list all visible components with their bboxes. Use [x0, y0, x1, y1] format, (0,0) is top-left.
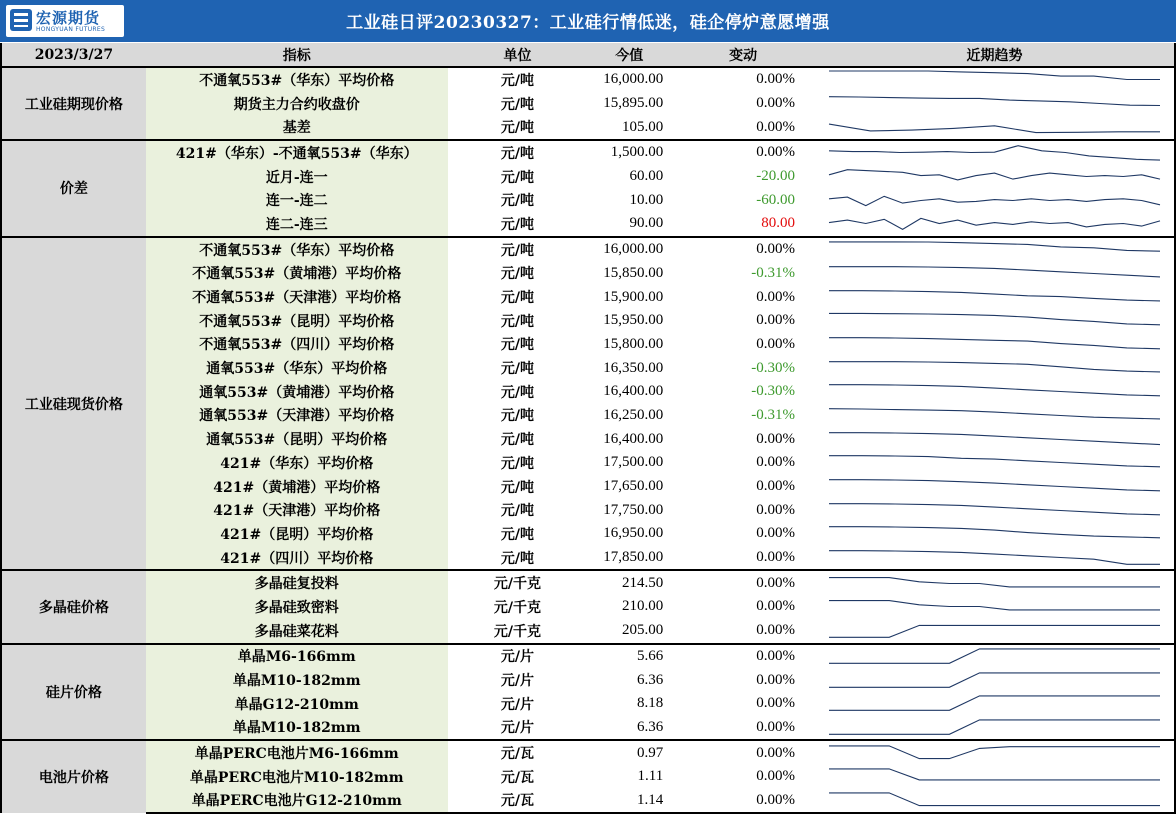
trend-line: [829, 793, 1160, 806]
trend-sparkline: [815, 333, 1174, 356]
trend-sparkline: [815, 189, 1174, 212]
unit-cell: 元/片: [500, 673, 535, 690]
trend-sparkline: [815, 262, 1174, 285]
trend-sparkline: [815, 212, 1174, 235]
unit-cell: 元/吨: [500, 384, 535, 401]
value-cell: 90.00: [629, 215, 664, 232]
trend-sparkline: [815, 619, 1174, 642]
value-cell: 16,350.00: [603, 359, 664, 376]
indicator-cell: 通氧553#（昆明）平均价格: [146, 427, 448, 451]
value-cell: 16,950.00: [603, 525, 664, 542]
value-cell: 16,000.00: [587, 67, 671, 92]
change-cell: -0.31%: [751, 406, 795, 423]
trend-line: [829, 432, 1160, 444]
unit-cell: 元/吨: [448, 67, 588, 92]
value-cell: 15,950.00: [603, 312, 664, 329]
trend-sparkline: [815, 68, 1174, 91]
trend-line: [829, 551, 1160, 565]
value-cell: 15,895.00: [603, 95, 664, 112]
trend-sparkline: [815, 380, 1174, 403]
table-row: [1, 789, 1175, 814]
trend-cell: [815, 309, 1175, 333]
change-cell: 0.00%: [756, 312, 795, 329]
trend-line: [829, 480, 1160, 491]
trend-cell: [815, 498, 1175, 522]
trend-cell: [815, 380, 1175, 404]
trend-line: [829, 170, 1160, 180]
table-row: [1, 333, 1175, 357]
trend-cell: [815, 522, 1175, 546]
trend-sparkline: [815, 499, 1174, 522]
value-cell: 16,000.00: [587, 237, 671, 262]
change-cell: 0.00%: [756, 288, 795, 305]
table-row: [1, 546, 1175, 571]
trend-line: [829, 720, 1160, 734]
table-row: [1, 380, 1175, 404]
trend-cell: [815, 188, 1175, 212]
trend-line: [829, 601, 1160, 610]
value-cell: 15,800.00: [603, 335, 664, 352]
value-cell: 17,500.00: [603, 454, 664, 471]
trend-cell: [815, 668, 1175, 692]
table-row: [1, 237, 1175, 262]
trend-line: [829, 456, 1160, 467]
value-cell: 15,900.00: [603, 288, 664, 305]
section-label: 工业硅期现价格: [1, 67, 146, 140]
value-cell: 17,850.00: [603, 549, 664, 566]
table-body: [1, 67, 1175, 813]
value-cell: 16,250.00: [603, 406, 664, 423]
indicator-cell: 单晶M10-182mm: [146, 716, 448, 741]
trend-line: [829, 361, 1160, 371]
change-cell: -20.00: [756, 168, 795, 185]
trend-line: [829, 219, 1160, 230]
indicator-cell: 连一-连二: [146, 188, 448, 212]
trend-line: [829, 290, 1160, 300]
trend-line: [829, 338, 1160, 349]
unit-cell: 元/吨: [500, 290, 535, 307]
indicator-cell: 421#（天津港）平均价格: [146, 498, 448, 522]
trend-line: [829, 626, 1160, 638]
trend-sparkline: [815, 789, 1174, 812]
unit-cell: 元/片: [448, 644, 588, 669]
unit-cell: 元/瓦: [448, 740, 588, 765]
change-cell: 0.00%: [756, 430, 795, 447]
logo-chinese-name: 宏源期货: [36, 9, 101, 27]
indicator-cell: 单晶PERC电池片M6-166mm: [146, 740, 448, 765]
trend-line: [829, 71, 1160, 80]
trend-cell: [815, 262, 1175, 286]
trend-line: [829, 385, 1160, 396]
trend-cell: [815, 285, 1175, 309]
change-cell: 0.00%: [756, 118, 795, 135]
change-cell: 0.00%: [756, 478, 795, 495]
silicon-price-table: [0, 43, 1176, 814]
indicator-cell: 421#（四川）平均价格: [146, 546, 448, 571]
table-row: [1, 427, 1175, 451]
unit-cell: 元/千克: [493, 599, 542, 616]
table-row: [1, 475, 1175, 499]
change-cell: 0.00%: [671, 570, 815, 595]
trend-line: [829, 409, 1160, 419]
unit-cell: 元/片: [500, 720, 535, 737]
trend-cell: [815, 404, 1175, 428]
trend-sparkline: [815, 309, 1174, 332]
trend-sparkline: [815, 522, 1174, 545]
trend-line: [829, 769, 1160, 780]
change-cell: 0.00%: [671, 67, 815, 92]
unit-cell: 元/吨: [500, 313, 535, 330]
change-cell: -60.00: [756, 191, 795, 208]
change-cell: 0.00%: [671, 789, 815, 814]
trend-cell: [815, 237, 1175, 262]
value-cell: 214.50: [587, 570, 671, 595]
trend-line: [829, 314, 1160, 325]
unit-cell: 元/吨: [500, 526, 535, 543]
trend-cell: [815, 140, 1175, 165]
indicator-cell: 期货主力合约收盘价: [146, 92, 448, 116]
unit-cell: 元/千克: [493, 623, 542, 640]
trend-sparkline: [815, 572, 1174, 595]
unit-cell: 元/吨: [500, 432, 535, 449]
indicator-cell: 通氧553#（天津港）平均价格: [146, 404, 448, 428]
trend-line: [829, 696, 1160, 710]
value-cell: 16,400.00: [603, 430, 664, 447]
value-cell: 1.14: [587, 789, 671, 814]
value-cell: 8.18: [636, 695, 664, 712]
indicator-cell: 单晶M6-166mm: [146, 644, 448, 669]
trend-line: [829, 242, 1160, 251]
value-cell: 10.00: [629, 191, 664, 208]
trend-cell: [815, 619, 1175, 644]
trend-cell: [815, 115, 1175, 140]
indicator-cell: 近月-连一: [146, 165, 448, 189]
table-row: [1, 165, 1175, 189]
indicator-cell: 不通氧553#（华东）平均价格: [146, 237, 448, 262]
unit-cell: 元/瓦: [500, 769, 535, 786]
table-row: [1, 740, 1175, 765]
indicator-cell: 不通氧553#（华东）平均价格: [146, 67, 448, 92]
trend-sparkline: [815, 595, 1174, 618]
table-row: [1, 498, 1175, 522]
indicator-cell: 421#（华东）平均价格: [146, 451, 448, 475]
table-row: [1, 668, 1175, 692]
value-cell: 205.00: [621, 622, 664, 639]
table-header-row: [1, 43, 1175, 67]
section-label: 价差: [1, 140, 146, 237]
date-header: 2023/3/27: [1, 43, 146, 67]
table-row: [1, 262, 1175, 286]
indicator-cell: 基差: [146, 115, 448, 140]
value-cell: 16,400.00: [603, 383, 664, 400]
table-row: [1, 644, 1175, 669]
change-cell: 80.00: [761, 215, 795, 232]
value-cell: 15,850.00: [603, 264, 664, 281]
trend-line: [829, 196, 1160, 205]
indicator-cell: 多晶硅复投料: [146, 570, 448, 595]
trend-sparkline: [815, 238, 1174, 261]
indicator-cell: 421#（黄埔港）平均价格: [146, 475, 448, 499]
indicator-cell: 421#（华东）-不通氧553#（华东）: [146, 140, 448, 165]
unit-cell: 元/吨: [500, 479, 535, 496]
indicator-cell: 通氧553#（华东）平均价格: [146, 356, 448, 380]
table-row: [1, 765, 1175, 789]
unit-cell: 元/吨: [500, 266, 535, 283]
trend-cell: [815, 333, 1175, 357]
change-cell: 0.00%: [756, 549, 795, 566]
indicator-cell: 连二-连三: [146, 212, 448, 237]
trend-line: [829, 745, 1160, 758]
change-cell: 0.00%: [756, 598, 795, 615]
trend-line: [829, 503, 1160, 514]
change-cell: -0.31%: [751, 264, 795, 281]
table-row: [1, 451, 1175, 475]
trend-sparkline: [815, 546, 1174, 569]
table-row: [1, 309, 1175, 333]
trend-sparkline: [815, 742, 1174, 765]
title-banner: [0, 0, 1176, 42]
indicator-header: 指标: [146, 43, 448, 67]
table-row: [1, 67, 1175, 92]
value-cell: 5.66: [587, 644, 671, 669]
unit-cell: 元/瓦: [448, 789, 588, 814]
trend-line: [829, 97, 1160, 106]
trend-cell: [815, 765, 1175, 789]
unit-cell: 元/吨: [500, 550, 535, 567]
value-cell: 1.11: [637, 768, 664, 785]
change-cell: 0.00%: [756, 671, 795, 688]
trend-cell: [815, 740, 1175, 765]
change-cell: 0.00%: [756, 335, 795, 352]
indicator-cell: 多晶硅菜花料: [146, 619, 448, 644]
trend-cell: [815, 644, 1175, 669]
trend-line: [829, 267, 1160, 277]
trend-cell: [815, 427, 1175, 451]
trend-cell: [815, 356, 1175, 380]
indicator-cell: 不通氧553#（昆明）平均价格: [146, 309, 448, 333]
indicator-cell: 多晶硅致密料: [146, 595, 448, 619]
table-row: [1, 188, 1175, 212]
value-header: 今值: [587, 43, 671, 67]
table-row: [1, 570, 1175, 595]
value-cell: 6.36: [636, 718, 664, 735]
change-cell: 0.00%: [756, 454, 795, 471]
trend-sparkline: [815, 165, 1174, 188]
trend-cell: [815, 165, 1175, 189]
trend-cell: [815, 716, 1175, 741]
trend-sparkline: [815, 645, 1174, 668]
unit-cell: 元/吨: [500, 361, 535, 378]
change-cell: 0.00%: [671, 140, 815, 165]
unit-cell: 元/吨: [500, 408, 535, 425]
trend-header: 近期趋势: [815, 43, 1175, 67]
change-cell: 0.00%: [671, 237, 815, 262]
unit-cell: 元/吨: [500, 120, 535, 137]
trend-sparkline: [815, 716, 1174, 739]
unit-cell: 元/千克: [448, 570, 588, 595]
trend-sparkline: [815, 92, 1174, 115]
trend-sparkline: [815, 286, 1174, 309]
table-row: [1, 716, 1175, 741]
trend-line: [829, 649, 1160, 663]
table-row: [1, 619, 1175, 644]
value-cell: 17,650.00: [603, 478, 664, 495]
indicator-cell: 单晶M10-182mm: [146, 668, 448, 692]
value-cell: 1,500.00: [587, 140, 671, 165]
trend-sparkline: [815, 669, 1174, 692]
value-cell: 60.00: [629, 168, 664, 185]
trend-sparkline: [815, 475, 1174, 498]
indicator-cell: 不通氧553#（黄埔港）平均价格: [146, 262, 448, 286]
trend-cell: [815, 546, 1175, 571]
unit-cell: 元/片: [500, 696, 535, 713]
trend-sparkline: [815, 116, 1174, 139]
table-row: [1, 692, 1175, 716]
indicator-cell: 421#（昆明）平均价格: [146, 522, 448, 546]
unit-cell: 元/吨: [500, 337, 535, 354]
value-cell: 105.00: [621, 118, 664, 135]
change-header: 变动: [671, 43, 815, 67]
value-cell: 17,750.00: [603, 501, 664, 518]
change-cell: -0.30%: [751, 359, 795, 376]
trend-line: [829, 527, 1160, 538]
table-row: [1, 356, 1175, 380]
trend-sparkline: [815, 765, 1174, 788]
table-row: [1, 212, 1175, 237]
table-row: [1, 404, 1175, 428]
indicator-cell: 单晶G12-210mm: [146, 692, 448, 716]
table-row: [1, 285, 1175, 309]
indicator-cell: 通氧553#（黄埔港）平均价格: [146, 380, 448, 404]
trend-cell: [815, 570, 1175, 595]
change-cell: 0.00%: [756, 768, 795, 785]
trend-sparkline: [815, 428, 1174, 451]
logo-english-name: HONGYUAN FUTURES: [36, 26, 106, 33]
change-cell: 0.00%: [756, 622, 795, 639]
value-cell: 0.97: [587, 740, 671, 765]
trend-line: [829, 146, 1160, 160]
unit-cell: 元/吨: [500, 193, 535, 210]
unit-cell: 元/吨: [500, 455, 535, 472]
indicator-cell: 不通氧553#（天津港）平均价格: [146, 285, 448, 309]
table-row: [1, 522, 1175, 546]
trend-line: [829, 124, 1160, 133]
trend-cell: [815, 451, 1175, 475]
unit-cell: 元/吨: [500, 169, 535, 186]
change-cell: 0.00%: [756, 95, 795, 112]
trend-sparkline: [815, 451, 1174, 474]
trend-cell: [815, 67, 1175, 92]
change-cell: 0.00%: [671, 644, 815, 669]
unit-cell: 元/吨: [500, 216, 535, 233]
change-cell: 0.00%: [671, 740, 815, 765]
change-cell: 0.00%: [756, 695, 795, 712]
unit-cell: 元/吨: [500, 503, 535, 520]
trend-cell: [815, 789, 1175, 814]
table-row: [1, 140, 1175, 165]
value-cell: 6.36: [636, 671, 664, 688]
trend-cell: [815, 475, 1175, 499]
trend-cell: [815, 92, 1175, 116]
trend-cell: [815, 595, 1175, 619]
report-title: 工业硅日评20230327：工业硅行情低迷，硅企停炉意愿增强: [346, 13, 830, 33]
trend-cell: [815, 692, 1175, 716]
indicator-cell: 不通氧553#（四川）平均价格: [146, 333, 448, 357]
trend-cell: [815, 212, 1175, 237]
unit-header: 单位: [448, 43, 588, 67]
change-cell: 0.00%: [756, 525, 795, 542]
trend-sparkline: [815, 141, 1174, 164]
change-cell: 0.00%: [756, 718, 795, 735]
indicator-cell: 单晶PERC电池片M10-182mm: [146, 765, 448, 789]
table-row: [1, 115, 1175, 140]
trend-sparkline: [815, 692, 1174, 715]
change-cell: -0.30%: [751, 383, 795, 400]
trend-sparkline: [815, 404, 1174, 427]
change-cell: 0.00%: [756, 501, 795, 518]
section-label: 硅片价格: [1, 644, 146, 741]
unit-cell: 元/吨: [448, 140, 588, 165]
value-cell: 210.00: [621, 598, 664, 615]
trend-sparkline: [815, 357, 1174, 380]
indicator-cell: 单晶PERC电池片G12-210mm: [146, 789, 448, 814]
section-label: 工业硅现货价格: [1, 237, 146, 571]
section-label: 多晶硅价格: [1, 570, 146, 643]
trend-line: [829, 672, 1160, 686]
trend-line: [829, 577, 1160, 586]
unit-cell: 元/吨: [448, 237, 588, 262]
table-row: [1, 595, 1175, 619]
unit-cell: 元/吨: [500, 96, 535, 113]
section-label: 电池片价格: [1, 740, 146, 813]
table-row: [1, 92, 1175, 116]
